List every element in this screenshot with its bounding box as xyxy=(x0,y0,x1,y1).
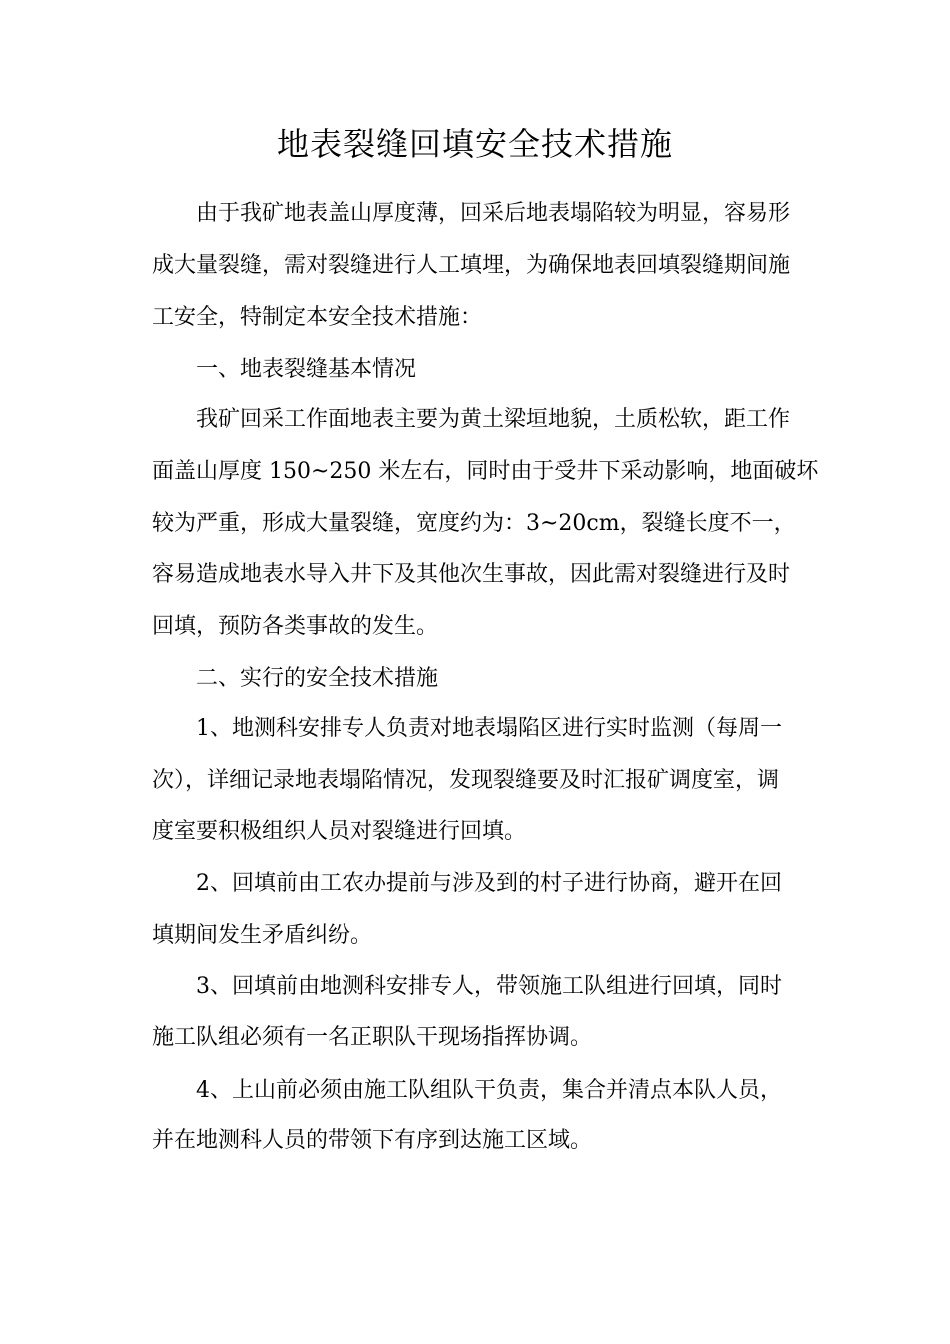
paragraph-intro-line-1: 由于我矿地表盖山厚度薄，回采后地表塌陷较为明显，容易形 xyxy=(196,201,791,226)
paragraph-intro-line-3: 工安全，特制定本安全技术措施： xyxy=(152,305,483,330)
measure-2-line-2: 填期间发生矛盾纠纷。 xyxy=(152,923,373,948)
section-heading-1: 一、地表裂缝基本情况 xyxy=(196,357,417,382)
measure-1-line-3: 度室要积极组织人员对裂缝进行回填。 xyxy=(152,819,527,844)
paragraph-situation-line-1: 我矿回采工作面地表主要为黄土梁垣地貌，土质松软，距工作 xyxy=(196,407,791,432)
paragraph-situation-line-5: 回填，预防各类事故的发生。 xyxy=(152,614,439,639)
measure-1-line-2: 次），详细记录地表塌陷情况，发现裂缝要及时汇报矿调度室，调 xyxy=(152,768,780,793)
measure-2-line-1: 2、回填前由工农办提前与涉及到的村子进行协商，避开在回 xyxy=(196,871,782,896)
paragraph-situation-line-3: 较为严重，形成大量裂缝，宽度约为：3~20cm，裂缝长度不一， xyxy=(152,511,796,536)
paragraph-intro-line-2: 成大量裂缝，需对裂缝进行人工填埋，为确保地表回填裂缝期间施 xyxy=(152,253,791,278)
measure-4-line-2: 并在地测科人员的带领下有序到达施工区域。 xyxy=(152,1128,593,1153)
measure-3-line-2: 施工队组必须有一名正职队干现场指挥协调。 xyxy=(152,1025,593,1050)
section-heading-2: 二、实行的安全技术措施 xyxy=(196,666,439,691)
measure-4-line-1: 4、上山前必须由施工队组队干负责，集合并清点本队人员， xyxy=(196,1078,782,1103)
document-title: 地表裂缝回填安全技术措施 xyxy=(276,125,673,163)
paragraph-situation-line-2: 面盖山厚度 150~250 米左右，同时由于受井下采动影响，地面破坏 xyxy=(152,459,819,484)
measure-1-line-1: 1、地测科安排专人负责对地表塌陷区进行实时监测（每周一 xyxy=(196,716,782,741)
paragraph-situation-line-4: 容易造成地表水导入井下及其他次生事故，因此需对裂缝进行及时 xyxy=(152,562,791,587)
measure-3-line-1: 3、回填前由地测科安排专人，带领施工队组进行回填，同时 xyxy=(196,974,782,999)
